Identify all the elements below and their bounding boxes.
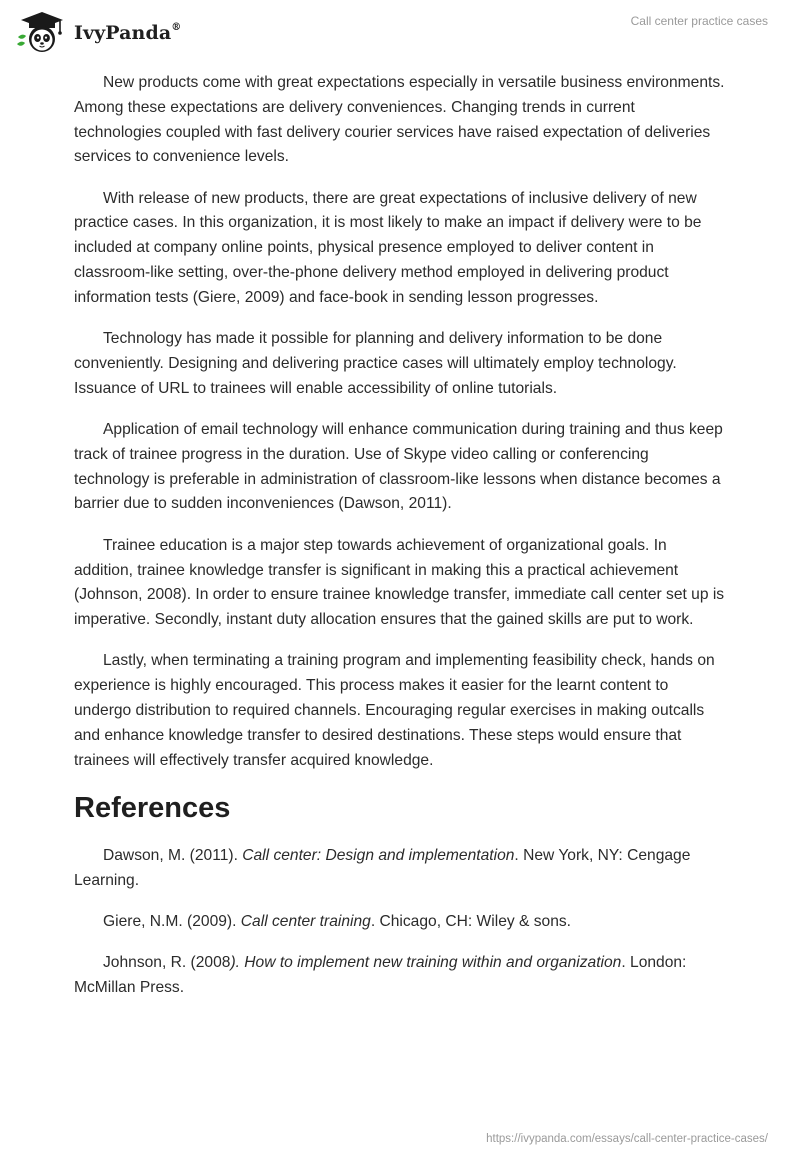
paragraph: Application of email technology will enhance communication during training and thus keep track of trainee progress in the duration. Use of Skype video calling or conferencing technology is preferable in administration of classroom-like lessons when distance becomes a barrier due to sudden inconveniences (Dawson, 2011). — [74, 421, 723, 513]
paragraph: Trainee education is a major step towards achievement of organizational goals. In addition, trainee knowledge transfer is significant in making this a practical achievement (Johnson, 2008). In order to ensure trainee knowledge transfer, immediate call center set up is imperative. Secondly, instant duty allocation ensures that the gained skills are put to work. — [74, 536, 725, 629]
essay-body — [74, 71, 726, 1017]
references-heading: References — [74, 791, 231, 824]
reference-item: Giere, N.M. (2009). Call center training. Chicago, CH: Wiley & sons. — [103, 913, 571, 931]
paragraph: New products come with great expectations especially in versatile business environments. Among these expectations are delivery conveniences. Changing trends in current technologies coupled with fast delivery courier services have raised expectation of deliveries services to convenience levels. — [74, 74, 725, 166]
reference-item: Dawson, M. (2011). Call center: Design and implementation. New York, NY: Cengage Learning. — [74, 846, 691, 889]
paragraph: Technology has made it possible for planning and delivery information to be done conveniently. Designing and delivering practice cases will ultimately employ technology. Issuance of URL to trainees will enable accessibility of online tutorials. — [74, 330, 677, 397]
brand-logo[interactable] — [15, 10, 181, 54]
paragraph: With release of new products, there are great expectations of inclusive delivery of new practice cases. In this organization, it is most likely to make an impact if delivery were to be included at company online points, physical presence employed to deliver content in classroom-like setting, over-the-phone delivery method employed in delivering product information tests (Giere, 2009) and face-book in sending lesson progresses. — [74, 189, 702, 306]
page-header — [0, 0, 800, 62]
document-title: Call center practice cases — [630, 14, 768, 28]
brand-name: IvyPanda® — [74, 21, 182, 44]
source-url[interactable]: https://ivypanda.com/essays/call-center-practice-cases/ — [486, 1133, 768, 1145]
paragraph: Lastly, when terminating a training program and implementing feasibility check, hands on experience is highly encouraged. This process makes it easier for the learnt content to undergo distribution to required channels. Encouraging regular exercises in making outcalls and enhance knowledge transfer to desired destinations. These steps would ensure that trainees will effectively transfer acquired knowledge. — [74, 652, 715, 769]
panda-graduate-icon — [15, 10, 69, 54]
reference-item: Johnson, R. (2008). How to implement new training within and organization. London: McMillan Press. — [74, 954, 687, 997]
